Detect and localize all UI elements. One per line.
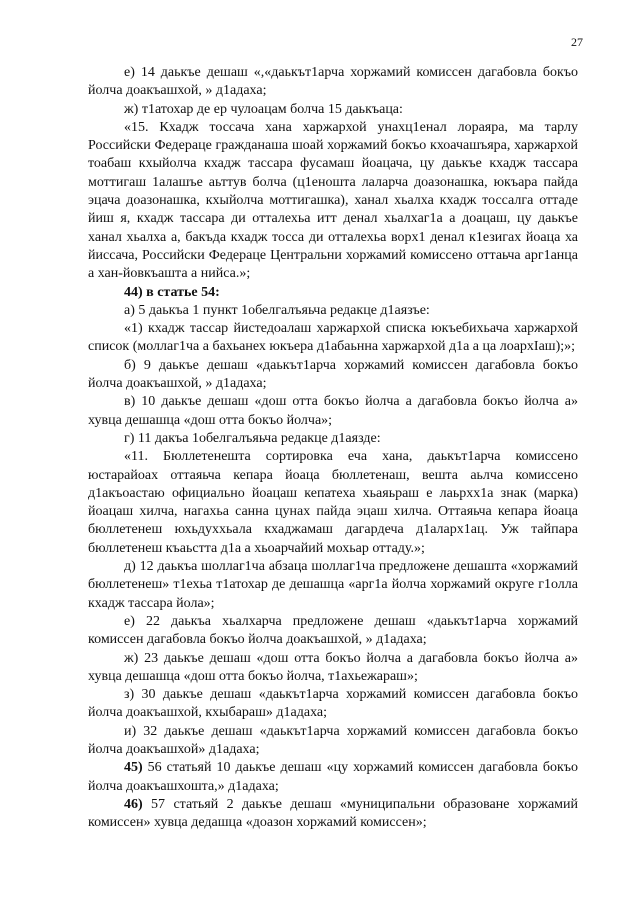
section-paragraph: 46) 57 статьяй 2 даькъе дешаш «муниципальни образоване хоржамий комиссен» хувца дедашца «доазон хоржамий комиссен»; <box>88 796 578 831</box>
paragraph: б) 9 даькъе дешаш «даькът1арча хоржамий комиссен дагабовла бокъо йолча доакъашхой, » д1адаха; <box>88 357 578 392</box>
paragraph: и) 32 даькъе дешаш «даькът1арча хоржамий комиссен дагабовла бокъо йолча доакъашхой» д1адаха; <box>88 723 578 757</box>
paragraph: «15. Кхадж тоссача хана харжархой унахц1енал лораяра, ма тарлу Российски Федераце гражданаша шоай хоржамий бокъо кхоачашъяра, харжархой тоабаш кхыйолча кхадж тассара фусамаш йоацача, цу даькъе кхадж тассара моттигаш 1алашъе аьттув болча (ц1еношта лаларча доазонашка, юкъара пайда эцача доазонашка, кхыйолча моттигашка), ханал хьалха кхадж тоссалга оттаде йиш я, кхадж тассара ди отталехьа итт денал хьалхаг1а а доацаш, цу даькъе ханал хьалха а, бакъда кхадж тосса ди отталехьа ворх1 денал к1езигах йоаца ха йиссача, Российски Федераце Центральни хоржамий комиссено оттаьча арг1анца а хан-йовкъашта а нийса.»; <box>88 119 578 282</box>
paragraph: г) 11 дакъа 1обелгалъяьча редакце д1аязде: <box>124 430 381 446</box>
paragraph: ж) 23 даькъе дешаш «дош отта бокъо йолча а дагабовла бокъо йолча а» хувца дешашца «дош отта бокъо йолча, т1ахьежараш»; <box>88 650 578 684</box>
paragraph: «11. Бюллетенешта сортировка еча хана, даькът1арча комиссено юстарайоах оттаяьча кепара йоаца бюллетенаш, вешта аьлча комиссено д1акъоастаю официальнo йоацаш кепатеха хьаяьраш е лаьрхх1а знак (марка) йоацаш хилча, нагахьа санна цунах пайда эцаш хилча. Оттаяьча кепара йоаца бюллетенеш юхьдуххьала кхаджамаш дагардеча д1аларх1ац. Уж тайпара бюллетенеш къаьстта д1а а хьоарчайий мохьар оттаду.»; <box>88 449 578 556</box>
paragraph: в) 10 даькъе дешаш «дош отта бокъо йолча а дагабовла бокъо йолча а» хувца дешашца «дош отта бокъо йолча»; <box>88 394 578 428</box>
paragraph: ж) т1атохар де ер чулоацам болча 15 даькъаца: <box>124 101 403 117</box>
page-number: 27 <box>571 35 583 49</box>
paragraph: е) 22 даькъа хьалхарча предложене дешаш «даькът1арча хоржамий комиссен дагабовла бокъо йолча доакъашхой, » д1адаха; <box>88 613 578 648</box>
section-paragraph: 45) 56 статьяй 10 даькъе дешаш «цу хоржамий комиссен дагабовла бокъо йолча доакъашхошта,» д1адаха; <box>88 760 578 794</box>
paragraph: «1) кхадж тассар йистедоалаш харжархой списка юкъебихьача харжархой список (моллаг1ча а бахьанех юкъера д1абаьнна харжархой д1а а ца лоархІаш);»; <box>88 321 578 355</box>
paragraph: е) 14 даькъе дешаш «,«даькът1арча хоржамий комиссен дагабовла бокъо йолча доакъашхой, » д1адаха; <box>88 65 578 99</box>
section-heading: 44) в статье 54: <box>124 284 220 300</box>
document-body <box>88 64 578 832</box>
paragraph: д) 12 даькъа шоллаг1ча абзаца шоллаг1ча предложене дешашта «хоржамий бюллетенеш» т1ехьа т1атохар де дешашца «арг1а йолча хоржамий округе г1олла кхадж тассара йола»; <box>88 559 578 611</box>
paragraph: з) 30 даькъе дешаш «даькът1арча хоржамий комиссен дагабовла бокъо йолча доакъашхой, кхыбараш» д1адаха; <box>88 687 578 721</box>
paragraph: а) 5 даькъа 1 пункт 1обелгалъяьча редакце д1аязъе: <box>124 302 430 318</box>
